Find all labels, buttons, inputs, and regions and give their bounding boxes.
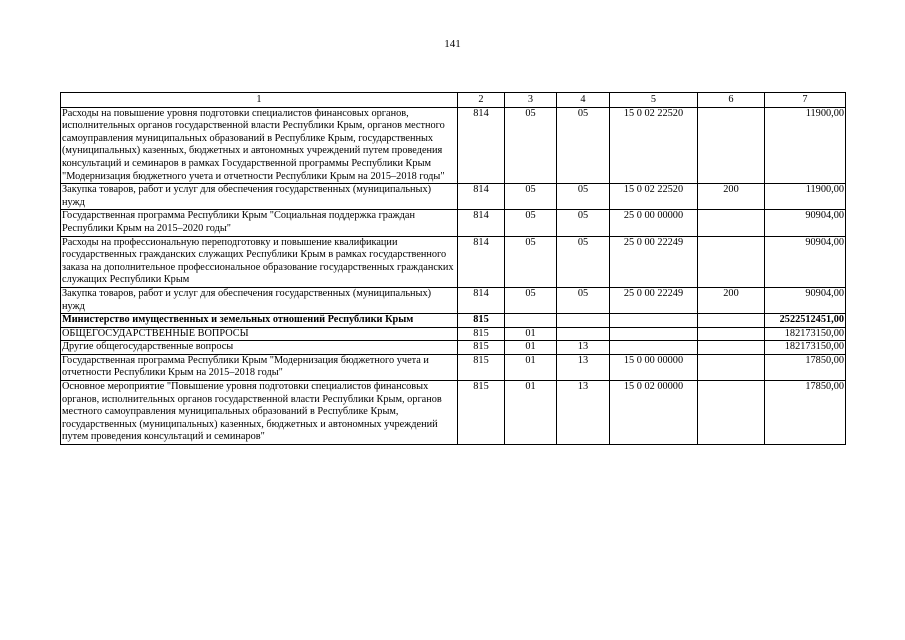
header-row [61,93,846,108]
table-row [61,327,846,341]
row-target-article [610,341,698,355]
table-row [61,381,846,445]
row-expense-type [698,341,765,355]
table-row [61,210,846,236]
row-target-article: 25 0 00 00000 [610,210,698,236]
row-subsection: 13 [557,341,610,355]
row-target-article [610,327,698,341]
header-col-2: 2 [458,93,505,108]
table-row [61,314,846,328]
row-name: Государственная программа Республики Крым "Социальная поддержка граждан Республики Крым на 2015–2020 годы" [61,210,458,236]
row-expense-type [698,236,765,287]
row-expense-type [698,381,765,445]
header-col-1: 1 [61,93,458,108]
row-amount: 17850,00 [765,381,846,445]
row-section: 05 [505,287,557,313]
row-section [505,314,557,328]
row-name: Расходы на профессиональную переподготовку и повышение квалификации государственных гражданских служащих Республики Крым в рамках государственного заказа на дополнительное профессиональное образование государственных гражданских служащих Республики Крым [61,236,458,287]
row-target-article: 15 0 02 22520 [610,184,698,210]
row-name: ОБЩЕГОСУДАРСТВЕННЫЕ ВОПРОСЫ [61,327,458,341]
row-amount: 11900,00 [765,184,846,210]
table-row [61,236,846,287]
row-subsection [557,327,610,341]
row-subsection: 13 [557,354,610,380]
row-name: Министерство имущественных и земельных отношений Республики Крым [61,314,458,328]
row-ministry-code: 815 [458,327,505,341]
header-col-4: 4 [557,93,610,108]
row-section: 01 [505,354,557,380]
row-section: 05 [505,236,557,287]
row-name: Расходы на повышение уровня подготовки специалистов финансовых органов, исполнительных органов государственной власти Республики Крым, органов местного самоуправления муниципальных образований в Республике Крым, государственных (муниципальных) казенных, бюджетных и автономных учреждений путем проведения консультаций и семинаров в рамках Государственной программы Республики Крым "Модернизация бюджетного учета и отчетности Республики Крым на 2015–2018 годы" [61,107,458,184]
table-row [61,354,846,380]
row-name: Закупка товаров, работ и услуг для обеспечения государственных (муниципальных) нужд [61,287,458,313]
row-expense-type [698,314,765,328]
table-row [61,341,846,355]
budget-table [60,92,846,445]
row-amount: 90904,00 [765,287,846,313]
row-name: Государственная программа Республики Крым "Модернизация бюджетного учета и отчетности Республики Крым на 2015–2018 годы" [61,354,458,380]
row-expense-type [698,210,765,236]
table-row [61,107,846,184]
row-amount: 182173150,00 [765,327,846,341]
row-name: Другие общегосударственные вопросы [61,341,458,355]
row-expense-type [698,327,765,341]
row-amount: 11900,00 [765,107,846,184]
row-subsection: 05 [557,107,610,184]
row-target-article: 25 0 00 22249 [610,287,698,313]
row-section: 01 [505,381,557,445]
row-subsection: 05 [557,287,610,313]
row-section: 01 [505,341,557,355]
row-subsection: 05 [557,184,610,210]
table-row [61,287,846,313]
row-amount: 90904,00 [765,236,846,287]
header-col-3: 3 [505,93,557,108]
page-number: 141 [444,38,461,50]
header-col-5: 5 [610,93,698,108]
row-expense-type: 200 [698,184,765,210]
row-ministry-code: 814 [458,184,505,210]
row-ministry-code: 815 [458,354,505,380]
row-amount: 2522512451,00 [765,314,846,328]
row-target-article: 15 0 02 00000 [610,381,698,445]
row-target-article: 25 0 00 22249 [610,236,698,287]
row-subsection: 13 [557,381,610,445]
header-col-7: 7 [765,93,846,108]
row-name: Закупка товаров, работ и услуг для обеспечения государственных (муниципальных) нужд [61,184,458,210]
row-amount: 90904,00 [765,210,846,236]
row-subsection: 05 [557,236,610,287]
row-ministry-code: 814 [458,107,505,184]
row-ministry-code: 814 [458,287,505,313]
row-section: 05 [505,107,557,184]
row-expense-type [698,354,765,380]
row-expense-type: 200 [698,287,765,313]
table-row [61,184,846,210]
row-section: 05 [505,184,557,210]
row-section: 01 [505,327,557,341]
row-target-article: 15 0 02 22520 [610,107,698,184]
row-amount: 182173150,00 [765,341,846,355]
row-ministry-code: 814 [458,210,505,236]
row-section: 05 [505,210,557,236]
row-ministry-code: 814 [458,236,505,287]
row-amount: 17850,00 [765,354,846,380]
row-name: Основное мероприятие "Повышение уровня подготовки специалистов финансовых органов, исполнительных органов государственной власти Республики Крым, органов местного самоуправления муниципальных образований в Республике Крым, государственных (муниципальных) казенных, бюджетных и автономных учреждений путем проведения консультаций и семинаров" [61,381,458,445]
row-target-article: 15 0 00 00000 [610,354,698,380]
row-ministry-code: 815 [458,381,505,445]
row-target-article [610,314,698,328]
row-expense-type [698,107,765,184]
row-subsection [557,314,610,328]
row-ministry-code: 815 [458,341,505,355]
row-subsection: 05 [557,210,610,236]
header-col-6: 6 [698,93,765,108]
row-ministry-code: 815 [458,314,505,328]
